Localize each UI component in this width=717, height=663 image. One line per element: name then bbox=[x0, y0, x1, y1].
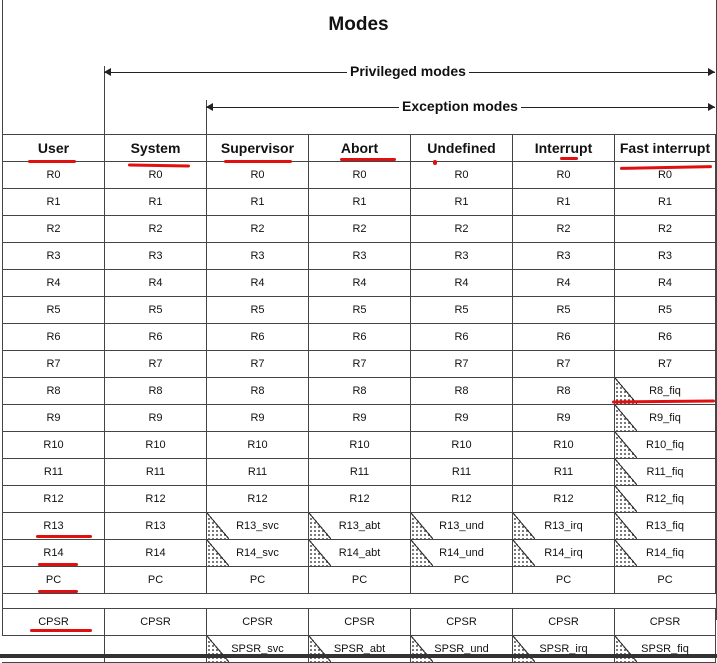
status-register-cell bbox=[615, 609, 716, 636]
register-cell bbox=[207, 432, 309, 459]
register-cell bbox=[3, 432, 105, 459]
register-label: R2 bbox=[250, 223, 265, 235]
register-row bbox=[3, 270, 716, 297]
register-row bbox=[3, 432, 716, 459]
register-cell bbox=[411, 297, 513, 324]
register-label: R7 bbox=[46, 358, 61, 370]
register-label: R7 bbox=[352, 358, 367, 370]
status-register-cell bbox=[105, 636, 207, 663]
register-cell bbox=[513, 486, 615, 513]
header-user: User bbox=[3, 135, 105, 162]
register-cell bbox=[615, 540, 716, 567]
register-label: R0 bbox=[46, 169, 61, 181]
register-cell bbox=[309, 459, 411, 486]
privileged-arrow-left-head bbox=[104, 68, 111, 76]
register-label: R7 bbox=[556, 358, 571, 370]
register-label: R3 bbox=[250, 250, 265, 262]
annotation-underline-pc bbox=[38, 590, 78, 593]
register-label: R12 bbox=[451, 493, 472, 505]
register-cell bbox=[615, 189, 716, 216]
register-cell bbox=[411, 270, 513, 297]
register-cell bbox=[513, 297, 615, 324]
register-label: R4 bbox=[657, 277, 673, 289]
register-cell bbox=[105, 378, 207, 405]
status-register-cell bbox=[411, 609, 513, 636]
register-label: PC bbox=[249, 574, 266, 586]
register-label: R6 bbox=[657, 331, 673, 343]
register-label: PC bbox=[657, 574, 673, 586]
register-label: R5 bbox=[148, 304, 163, 316]
register-label: R2 bbox=[556, 223, 571, 235]
register-label: R1 bbox=[46, 196, 61, 208]
header-undefined: Undefined bbox=[411, 135, 513, 162]
register-label: R10 bbox=[43, 439, 64, 451]
register-cell bbox=[207, 216, 309, 243]
header-fast-interrupt: Fast interrupt bbox=[615, 135, 716, 162]
status-register-cell bbox=[615, 636, 716, 663]
register-cell bbox=[309, 243, 411, 270]
status-register-cell bbox=[309, 636, 411, 663]
status-register-label: CPSR bbox=[38, 616, 69, 628]
register-cell bbox=[105, 216, 207, 243]
register-label: R0 bbox=[657, 169, 673, 181]
register-label: R9 bbox=[46, 412, 61, 424]
register-cell bbox=[105, 540, 207, 567]
register-row bbox=[3, 567, 716, 594]
register-cell bbox=[513, 405, 615, 432]
header-abort: Abort bbox=[309, 135, 411, 162]
register-label: PC bbox=[45, 574, 62, 586]
register-label: R0 bbox=[148, 169, 163, 181]
register-label: R5 bbox=[454, 304, 469, 316]
register-cell bbox=[411, 189, 513, 216]
register-cell bbox=[513, 270, 615, 297]
register-label: R3 bbox=[46, 250, 61, 262]
status-register-cell bbox=[207, 636, 309, 663]
register-label: R6 bbox=[250, 331, 265, 343]
annotation-underline-user bbox=[28, 160, 76, 163]
register-cell bbox=[309, 378, 411, 405]
register-cell bbox=[207, 162, 309, 189]
register-label: R10 bbox=[451, 439, 472, 451]
register-label: R5 bbox=[250, 304, 265, 316]
register-label: R12_fiq bbox=[646, 493, 684, 505]
register-label: R4 bbox=[352, 277, 367, 289]
register-cell bbox=[513, 189, 615, 216]
register-cell bbox=[105, 324, 207, 351]
register-row bbox=[3, 243, 716, 270]
status-register-label: CPSR bbox=[446, 616, 477, 628]
header-system: System bbox=[105, 135, 207, 162]
register-cell bbox=[3, 162, 105, 189]
register-label: R10 bbox=[349, 439, 370, 451]
register-cell bbox=[513, 378, 615, 405]
register-cell bbox=[309, 216, 411, 243]
register-cell bbox=[3, 270, 105, 297]
register-row bbox=[3, 486, 716, 513]
register-label: R12 bbox=[553, 493, 574, 505]
register-cell bbox=[105, 432, 207, 459]
register-cell bbox=[411, 378, 513, 405]
register-cell bbox=[3, 243, 105, 270]
annotation-underline-cpsr bbox=[30, 629, 92, 632]
register-label: R1 bbox=[148, 196, 163, 208]
register-cell bbox=[411, 243, 513, 270]
register-label: R2 bbox=[657, 223, 673, 235]
register-cell bbox=[513, 162, 615, 189]
annotation-underline-abort bbox=[340, 158, 396, 161]
register-cell bbox=[615, 216, 716, 243]
status-register-label: CPSR bbox=[548, 616, 579, 628]
register-label: R5 bbox=[46, 304, 61, 316]
register-cell bbox=[615, 243, 716, 270]
register-label: PC bbox=[147, 574, 164, 586]
register-cell bbox=[3, 297, 105, 324]
status-register-label: CPSR bbox=[649, 616, 681, 628]
annotation-underline-supervisor bbox=[224, 160, 292, 163]
register-row bbox=[3, 540, 716, 567]
register-cell bbox=[615, 270, 716, 297]
register-label: R0 bbox=[352, 169, 367, 181]
register-label: R2 bbox=[148, 223, 163, 235]
register-label: R14_fiq bbox=[646, 547, 684, 559]
register-row bbox=[3, 189, 716, 216]
register-cell bbox=[207, 405, 309, 432]
register-label: R11_fiq bbox=[646, 466, 684, 478]
annotation-underline-interrupt bbox=[560, 157, 578, 160]
register-cell bbox=[513, 324, 615, 351]
register-cell bbox=[309, 162, 411, 189]
register-cell bbox=[411, 540, 513, 567]
status-register-label: CPSR bbox=[140, 616, 171, 628]
register-cell bbox=[207, 378, 309, 405]
header-interrupt: Interrupt bbox=[513, 135, 615, 162]
register-cell bbox=[411, 351, 513, 378]
register-label: R12 bbox=[43, 493, 64, 505]
register-cell bbox=[309, 297, 411, 324]
register-cell bbox=[105, 567, 207, 594]
register-label: R3 bbox=[352, 250, 367, 262]
privileged-modes-label: Privileged modes bbox=[347, 63, 469, 79]
register-label: R4 bbox=[148, 277, 163, 289]
register-label: R10 bbox=[247, 439, 268, 451]
register-cell bbox=[3, 486, 105, 513]
register-cell bbox=[3, 351, 105, 378]
register-cell bbox=[615, 513, 716, 540]
register-label: R7 bbox=[454, 358, 469, 370]
register-label: R10 bbox=[553, 439, 574, 451]
register-cell bbox=[411, 216, 513, 243]
register-label: R1 bbox=[657, 196, 673, 208]
status-register-label: SPSR_und bbox=[434, 643, 489, 655]
status-register-cell bbox=[411, 636, 513, 663]
register-label: R9 bbox=[454, 412, 469, 424]
register-cell bbox=[615, 432, 716, 459]
register-label: R13_abt bbox=[338, 520, 381, 532]
register-cell bbox=[513, 351, 615, 378]
register-label: R3 bbox=[148, 250, 163, 262]
register-cell bbox=[3, 378, 105, 405]
register-label: PC bbox=[351, 574, 368, 586]
register-cell bbox=[3, 189, 105, 216]
status-register-cell bbox=[3, 636, 105, 663]
exception-arrow-left-head bbox=[206, 103, 213, 111]
register-label: R14_und bbox=[439, 547, 484, 559]
register-cell bbox=[207, 513, 309, 540]
register-cell bbox=[105, 189, 207, 216]
register-label: R11 bbox=[451, 466, 472, 478]
register-label: R11 bbox=[247, 466, 268, 478]
register-label: R11 bbox=[553, 466, 574, 478]
status-register-cell bbox=[513, 636, 615, 663]
register-label: R13_fiq bbox=[646, 520, 684, 532]
register-label: R3 bbox=[556, 250, 571, 262]
privileged-left-tick bbox=[104, 66, 105, 134]
register-cell bbox=[513, 459, 615, 486]
register-label: R9 bbox=[250, 412, 265, 424]
spsr-row bbox=[3, 636, 716, 663]
register-label: R1 bbox=[250, 196, 265, 208]
register-cell bbox=[513, 540, 615, 567]
register-label: R2 bbox=[352, 223, 367, 235]
register-cell bbox=[207, 243, 309, 270]
status-register-label: SPSR_abt bbox=[333, 643, 386, 655]
register-cell bbox=[207, 486, 309, 513]
register-label: R13 bbox=[145, 520, 166, 532]
register-label: R3 bbox=[454, 250, 469, 262]
exception-modes-label: Exception modes bbox=[399, 98, 521, 114]
register-label: R7 bbox=[657, 358, 673, 370]
register-label: R6 bbox=[352, 331, 367, 343]
register-label: R10 bbox=[145, 439, 166, 451]
register-label: R11 bbox=[349, 466, 370, 478]
register-label: R8 bbox=[352, 385, 367, 397]
register-cell bbox=[105, 270, 207, 297]
register-cell bbox=[615, 297, 716, 324]
register-label: R10_fiq bbox=[646, 439, 684, 451]
diagram-title: Modes bbox=[328, 14, 389, 35]
register-cell bbox=[615, 486, 716, 513]
register-label: R3 bbox=[657, 250, 673, 262]
register-label: R0 bbox=[556, 169, 571, 181]
register-label: R4 bbox=[46, 277, 61, 289]
status-register-label: SPSR_svc bbox=[231, 643, 284, 655]
register-label: R4 bbox=[454, 277, 469, 289]
register-cell bbox=[207, 567, 309, 594]
register-cell bbox=[411, 513, 513, 540]
privileged-arrow-right-head bbox=[708, 68, 715, 76]
register-label: R1 bbox=[556, 196, 571, 208]
register-label: R8 bbox=[148, 385, 163, 397]
register-row bbox=[3, 216, 716, 243]
register-cell bbox=[513, 432, 615, 459]
register-cell bbox=[105, 513, 207, 540]
register-cell bbox=[411, 324, 513, 351]
register-label: R9_fiq bbox=[649, 412, 681, 424]
register-row bbox=[3, 378, 716, 405]
register-cell bbox=[615, 324, 716, 351]
status-register-cell bbox=[105, 609, 207, 636]
register-label: R1 bbox=[454, 196, 469, 208]
register-row bbox=[3, 351, 716, 378]
register-cell bbox=[105, 459, 207, 486]
header-supervisor: Supervisor bbox=[207, 135, 309, 162]
register-cell bbox=[3, 324, 105, 351]
register-label: R14_svc bbox=[236, 547, 279, 559]
register-row bbox=[3, 513, 716, 540]
register-label: R5 bbox=[556, 304, 571, 316]
register-cell bbox=[105, 297, 207, 324]
register-label: R8_fiq bbox=[649, 385, 681, 397]
register-cell bbox=[309, 324, 411, 351]
register-cell bbox=[309, 432, 411, 459]
register-cell bbox=[207, 297, 309, 324]
register-label: R13 bbox=[43, 520, 64, 532]
register-label: R14_abt bbox=[338, 547, 381, 559]
register-cell bbox=[207, 324, 309, 351]
register-cell bbox=[513, 216, 615, 243]
register-row bbox=[3, 405, 716, 432]
register-label: R13_und bbox=[439, 520, 484, 532]
register-cell bbox=[411, 459, 513, 486]
register-label: R7 bbox=[250, 358, 265, 370]
annotation-underline-r14 bbox=[38, 563, 78, 566]
register-label: R9 bbox=[352, 412, 367, 424]
register-label: R1 bbox=[352, 196, 367, 208]
register-label: R0 bbox=[250, 169, 265, 181]
register-label: R9 bbox=[556, 412, 571, 424]
register-cell bbox=[207, 270, 309, 297]
register-label: R12 bbox=[349, 493, 370, 505]
status-register-cell bbox=[513, 609, 615, 636]
register-cell bbox=[411, 405, 513, 432]
register-label: R2 bbox=[46, 223, 61, 235]
register-cell bbox=[513, 243, 615, 270]
register-row bbox=[3, 459, 716, 486]
register-label: R5 bbox=[352, 304, 367, 316]
status-register-label: SPSR_fiq bbox=[641, 643, 689, 655]
register-cell bbox=[513, 567, 615, 594]
register-label: R8 bbox=[250, 385, 265, 397]
register-cell bbox=[105, 351, 207, 378]
register-row bbox=[3, 297, 716, 324]
register-cell bbox=[309, 567, 411, 594]
register-cell bbox=[309, 540, 411, 567]
register-label: R8 bbox=[556, 385, 571, 397]
status-register-label: CPSR bbox=[344, 616, 375, 628]
register-cell bbox=[207, 459, 309, 486]
register-cell bbox=[309, 513, 411, 540]
register-cell bbox=[309, 189, 411, 216]
register-label: R4 bbox=[250, 277, 265, 289]
register-table bbox=[2, 134, 716, 594]
register-label: R14 bbox=[145, 547, 166, 559]
status-register-label: SPSR_irq bbox=[539, 643, 588, 655]
status-register-label: CPSR bbox=[242, 616, 273, 628]
register-label: R11 bbox=[145, 466, 166, 478]
register-cell bbox=[105, 405, 207, 432]
annotation-underline-r13 bbox=[36, 535, 92, 538]
status-register-cell bbox=[309, 609, 411, 636]
register-cell bbox=[3, 405, 105, 432]
register-cell bbox=[615, 459, 716, 486]
register-cell bbox=[411, 567, 513, 594]
exception-arrow-right-head bbox=[708, 103, 715, 111]
register-cell bbox=[3, 459, 105, 486]
register-cell bbox=[207, 540, 309, 567]
register-cell bbox=[309, 486, 411, 513]
register-label: R11 bbox=[43, 466, 64, 478]
register-label: R5 bbox=[657, 304, 673, 316]
register-cell bbox=[105, 486, 207, 513]
register-label: R4 bbox=[556, 277, 571, 289]
register-label: R14_irq bbox=[544, 547, 583, 559]
register-label: R6 bbox=[454, 331, 469, 343]
register-cell bbox=[105, 243, 207, 270]
register-row bbox=[3, 324, 716, 351]
annotation-dot-undefined bbox=[433, 160, 437, 165]
register-cell bbox=[615, 567, 716, 594]
register-cell bbox=[615, 405, 716, 432]
register-label: R8 bbox=[454, 385, 469, 397]
register-label: R12 bbox=[247, 493, 268, 505]
register-label: R2 bbox=[454, 223, 469, 235]
register-cell bbox=[309, 351, 411, 378]
register-cell bbox=[411, 162, 513, 189]
register-cell bbox=[207, 189, 309, 216]
register-cell bbox=[3, 216, 105, 243]
register-label: R6 bbox=[46, 331, 61, 343]
register-label: R13_irq bbox=[544, 520, 583, 532]
register-label: R8 bbox=[46, 385, 61, 397]
register-label: R6 bbox=[148, 331, 163, 343]
register-label: R0 bbox=[454, 169, 469, 181]
register-cell bbox=[309, 405, 411, 432]
register-label: R6 bbox=[556, 331, 571, 343]
register-cell bbox=[207, 351, 309, 378]
register-label: R13_svc bbox=[236, 520, 279, 532]
register-label: R14 bbox=[43, 547, 64, 559]
register-label: R9 bbox=[148, 412, 163, 424]
register-label: PC bbox=[555, 574, 572, 586]
register-cell bbox=[513, 513, 615, 540]
register-label: R7 bbox=[148, 358, 163, 370]
status-register-cell bbox=[207, 609, 309, 636]
register-label: PC bbox=[453, 574, 470, 586]
register-cell bbox=[615, 351, 716, 378]
register-cell bbox=[411, 432, 513, 459]
cpsr-row bbox=[3, 609, 716, 636]
register-row bbox=[3, 162, 716, 189]
register-cell bbox=[411, 486, 513, 513]
register-cell bbox=[309, 270, 411, 297]
register-label: R12 bbox=[145, 493, 166, 505]
